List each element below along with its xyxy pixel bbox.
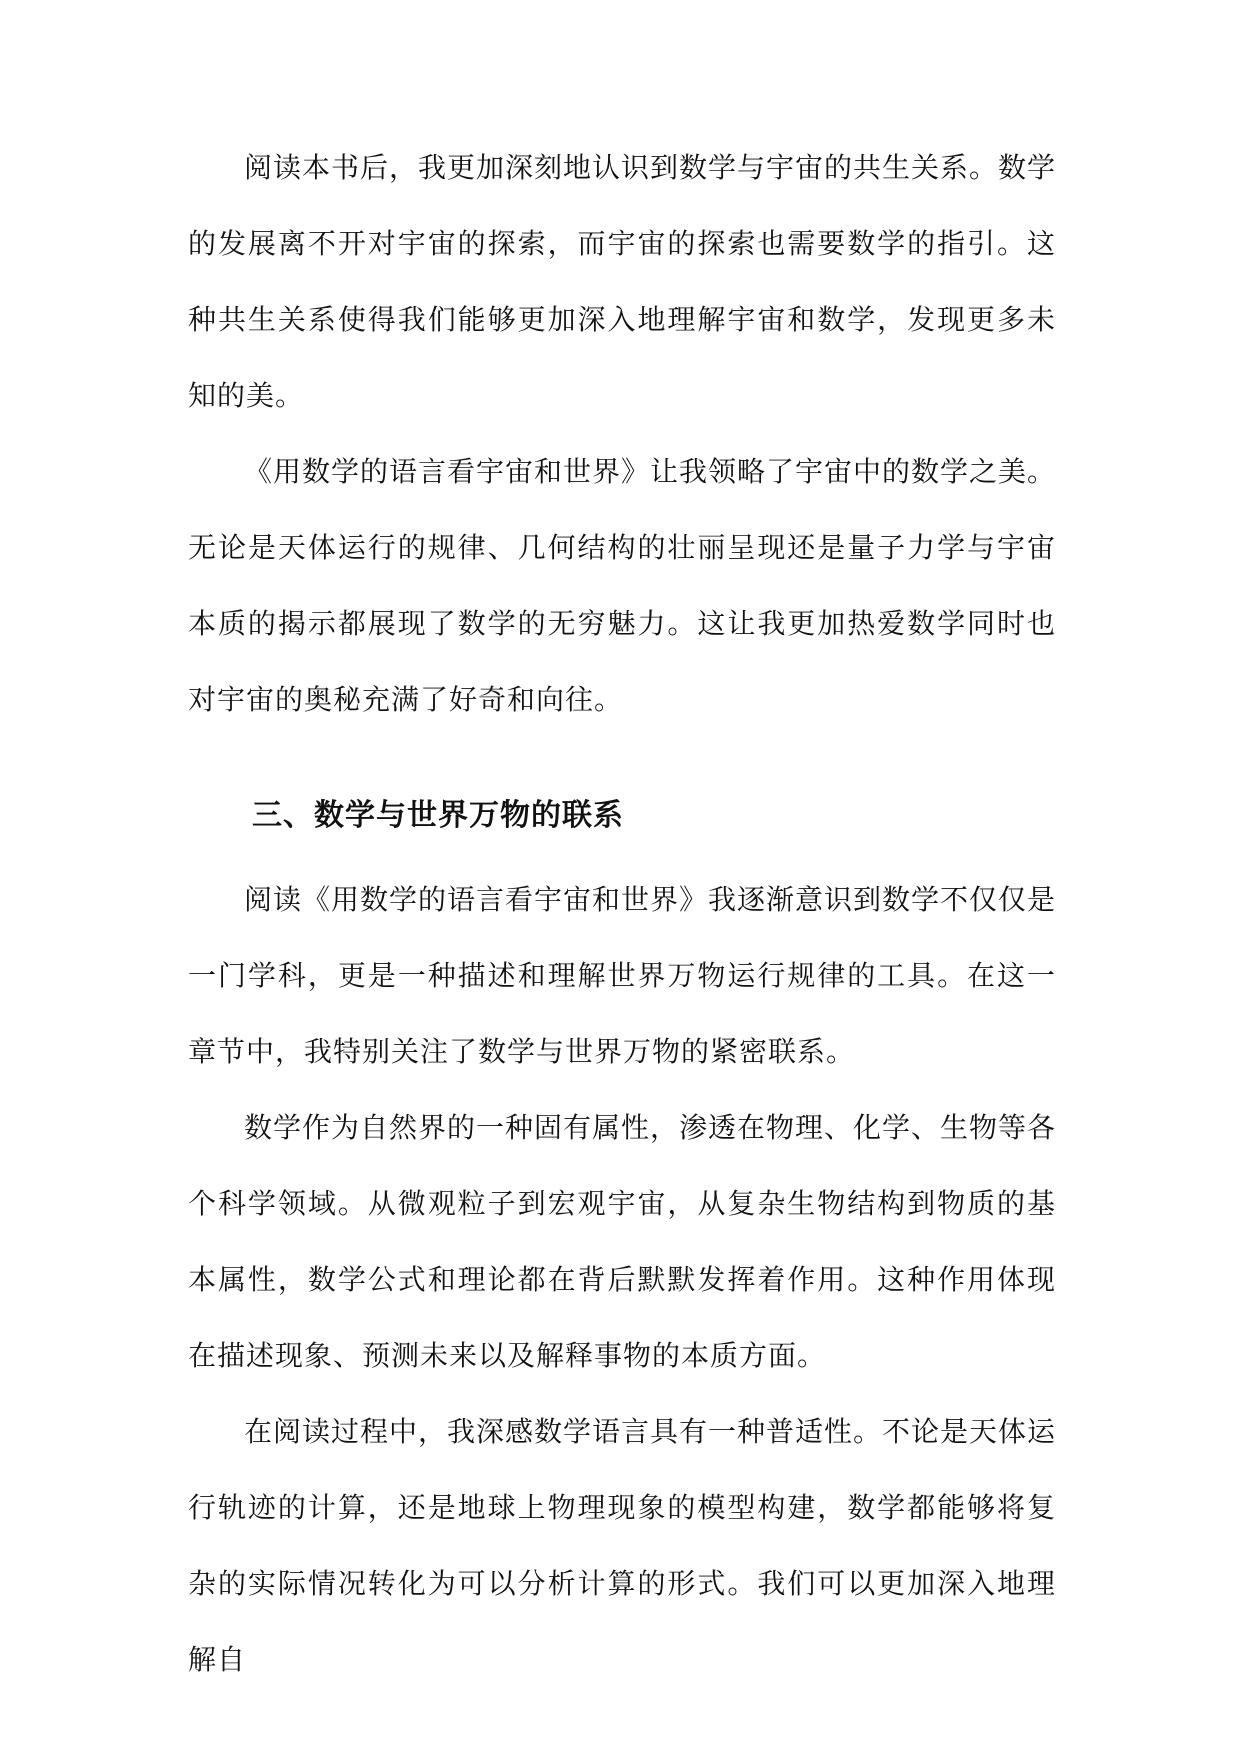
document-page — [188, 130, 1056, 1698]
body-paragraph: 阅读本书后，我更加深刻地认识到数学与宇宙的共生关系。数学的发展离不开对宇宙的探索，而宇宙的探索也需要数学的指引。这种共生关系使得我们能够更加深入地理解宇宙和数学，发现更多未知的美。 — [188, 151, 1057, 412]
body-paragraph: 数学作为自然界的一种固有属性，渗透在物理、化学、生物等各个科学领域。从微观粒子到宏观宇宙，从复杂生物结构到物质的基本属性，数学公式和理论都在背后默默发挥着作用。这种作用体现在描述现象、预测未来以及解释事物的本质方面。 — [188, 1111, 1057, 1372]
section-spacer — [188, 738, 1056, 758]
section-heading: 三、数学与世界万物的联系 — [252, 798, 624, 833]
body-paragraph: 阅读《用数学的语言看宇宙和世界》我逐渐意识到数学不仅仅是一门学科，更是一种描述和理解世界万物运行规律的工具。在这一章节中，我特别关注了数学与世界万物的紧密联系。 — [188, 883, 1057, 1068]
body-paragraph: 《用数学的语言看宇宙和世界》让我领略了宇宙中的数学之美。无论是天体运行的规律、几何结构的壮丽呈现还是量子力学与宇宙本质的揭示都展现了数学的无穷魅力。这让我更加热爱数学同时也对宇宙的奥秘充满了好奇和向往。 — [188, 455, 1057, 716]
body-paragraph: 在阅读过程中，我深感数学语言具有一种普适性。不论是天体运行轨迹的计算，还是地球上物理现象的模型构建，数学都能够将复杂的实际情况转化为可以分析计算的形式。我们可以更加深入地理解自 — [188, 1415, 1057, 1676]
